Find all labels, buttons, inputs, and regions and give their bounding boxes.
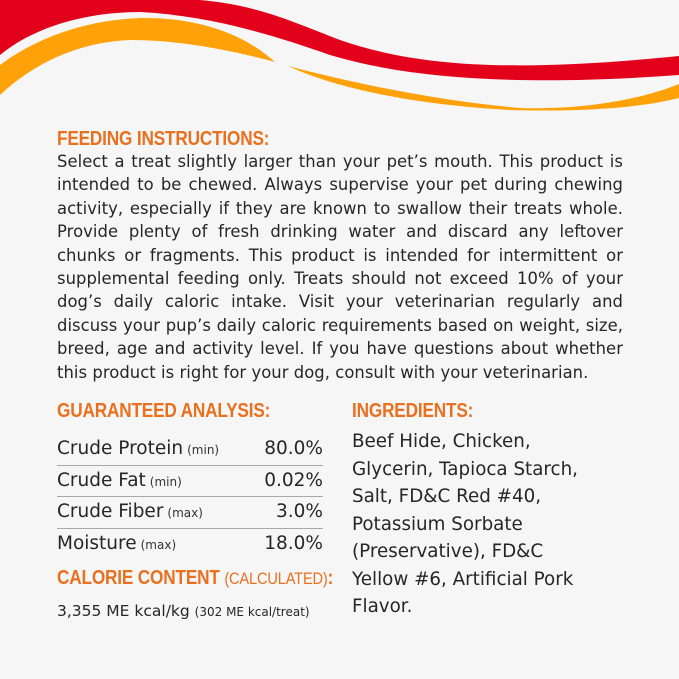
analysis-row-name: Crude Fiber [57, 501, 164, 522]
analysis-row-name: Moisture [57, 532, 137, 554]
analysis-row-qualifier: (max) [140, 537, 177, 552]
calorie-content-value [57, 602, 310, 620]
ingredients-title: INGREDIENTS: [352, 400, 474, 422]
analysis-row-qualifier: (min) [187, 443, 220, 457]
analysis-row-value: 3.0% [276, 501, 323, 522]
calorie-per-treat: (302 ME kcal/treat) [194, 605, 310, 619]
calorie-content-title [57, 567, 333, 590]
analysis-row-crude-protein [57, 434, 323, 466]
decorative-wave-banner [0, 0, 679, 115]
analysis-row-qualifier: (min) [149, 474, 182, 489]
calorie-content-colon: : [327, 567, 334, 589]
analysis-row-value: 80.0% [264, 438, 323, 459]
calorie-per-kg: 3,355 ME kcal/kg [57, 602, 190, 620]
feeding-instructions-title: FEEDING INSTRUCTIONS: [57, 128, 270, 150]
analysis-row-crude-fat [57, 466, 323, 498]
guaranteed-analysis-title: GUARANTEED ANALYSIS: [57, 400, 271, 422]
analysis-row-value: 18.0% [264, 532, 323, 554]
analysis-row-crude-fiber [57, 497, 323, 529]
feeding-instructions-text: Select a treat slightly larger than your pet’s mouth. This product is intended to be chewed. Always supervise your pet during chewing activity, especially if they are known to swallow their treats whole. Provide plenty of fresh drinking water and discard any leftover chunks or fragments. This product is intended for intermittent or supplemental feeding only. Treats should not exceed 10% of your dog’s daily caloric intake. Visit your veterinarian regularly and discuss your pup’s daily caloric requirements based on weight, size, breed, age and activity level. If you have questions about whether this product is right for your dog, consult with your veterinarian. [57, 152, 623, 382]
ingredients-text: Beef Hide, Chicken, Glycerin, Tapioca Starch, Salt, FD&C Red #40, Potassium Sorbate (Preservative), FD&C Yellow #6, Artificial Pork Flavor. [352, 431, 578, 617]
analysis-row-qualifier: (max) [167, 506, 203, 520]
analysis-row-name: Crude Fat [57, 469, 146, 491]
calorie-content-label: CALORIE CONTENT [57, 567, 220, 589]
calorie-content-subtitle: (CALCULATED) [224, 569, 328, 588]
guaranteed-analysis-table [57, 434, 323, 559]
analysis-row-moisture [57, 529, 323, 560]
analysis-row-value: 0.02% [264, 469, 323, 491]
analysis-row-name: Crude Protein [57, 438, 184, 459]
